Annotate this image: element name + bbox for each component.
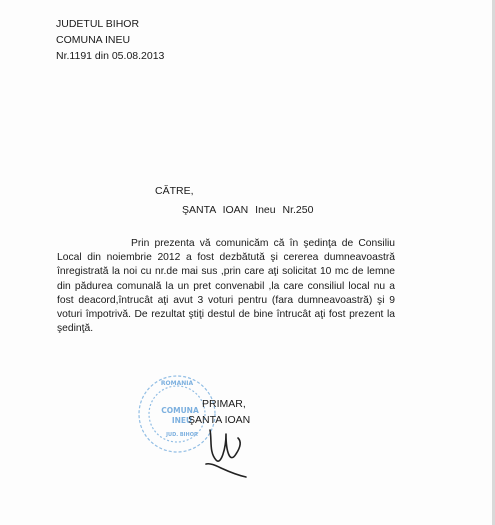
addressee-label: CĂTRE,	[155, 185, 194, 197]
svg-text:ROMÂNIA: ROMÂNIA	[160, 380, 194, 387]
header-county: JUDETUL BIHOR	[56, 18, 140, 30]
letter-body: Prin prezenta vă comunicăm că în şedinţa de Consiliu Local din noiembrie 2012 a fost dezbătută şi cererea dumneavoastră înregistrată la noi cu nr.de mai sus ,prin care aţi solicitat 10 mc de lemne din pădurea comunală la un pret convenabil ,la care consiliul local nu a fost deacord,întrucât aţi avut 3 voturi pentru (fara dumneavoastră) şi 9 voturi împotrivă. De rezultat ştiţi destul de bine întrucât aţi fost prezent la şedinţă.	[57, 238, 395, 335]
addressee-recipient: ŞANTA IOAN Ineu Nr.250	[182, 204, 314, 216]
signatory-title: PRIMAR,	[202, 398, 246, 410]
header-commune: COMUNA INEU	[56, 34, 131, 46]
svg-text:JUD. BIHOR: JUD. BIHOR	[166, 432, 198, 438]
signatory-name: ŞANTA IOAN	[188, 414, 251, 426]
svg-text:INEU: INEU	[171, 416, 193, 425]
header-reference: Nr.1191 din 05.08.2013	[56, 50, 165, 62]
handwritten-signature	[196, 422, 258, 484]
svg-text:COMUNA: COMUNA	[161, 406, 199, 415]
